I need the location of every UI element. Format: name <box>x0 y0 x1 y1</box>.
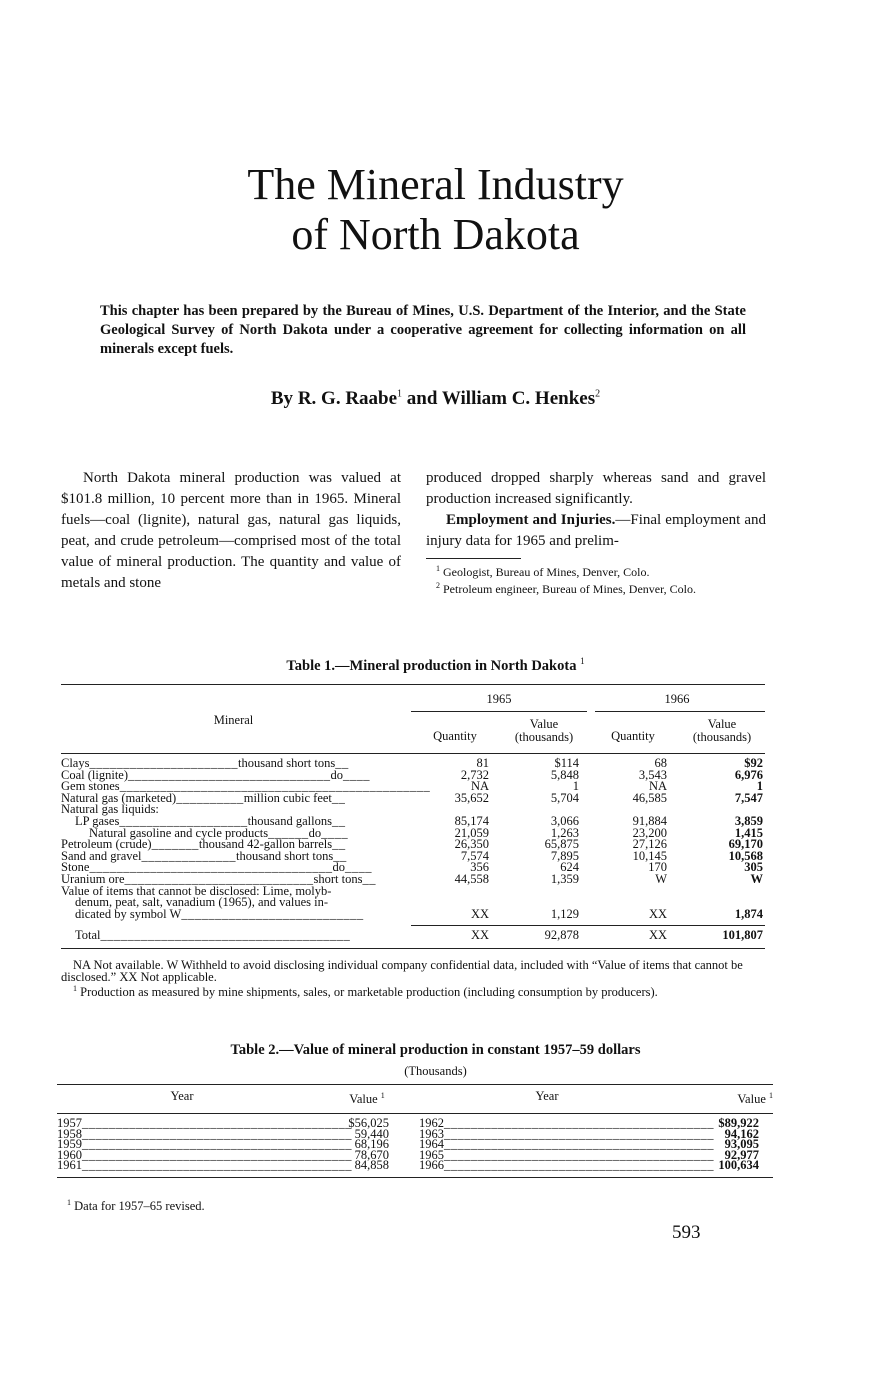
value-1966: 10,568 <box>728 848 763 863</box>
table-row-coal: Coal (lignite)______________________________do____ 2,732 5,848 3,543 6,976 <box>61 767 763 782</box>
header-year-1966: 1966 <box>664 692 690 706</box>
year-cell: 1963 <box>419 1126 444 1141</box>
value-cell: 78,670 <box>354 1147 389 1162</box>
footnote-2-text: Petroleum engineer, Bureau of Mines, Denver, Colo. <box>443 582 696 596</box>
table-row-sand-gravel: Sand and gravel______________thousand short tons__ 7,574 7,895 10,145 10,568 <box>61 848 763 863</box>
header-value-1966-line-1: Value <box>707 717 737 731</box>
quantity-1966: 3,543 <box>638 767 667 782</box>
table-2-row: 1959________________________________________ 68,196 1964________________________________________ 93,095 <box>57 1137 759 1152</box>
table-1-footnote-text: Production as measured by mine shipments, sales, or marketable production (including consumption by producers). <box>80 985 658 1000</box>
row-label: Uranium ore <box>61 871 125 886</box>
footnote-1-mark: 1 <box>436 564 440 573</box>
author-1-footnote-mark: 1 <box>397 388 403 400</box>
row-label: Coal (lignite) <box>61 767 128 782</box>
quantity-1966: 46,585 <box>632 790 667 805</box>
value-1965: 5,704 <box>550 790 579 805</box>
value-1966: 1,874 <box>734 906 763 921</box>
value-1966: 3,859 <box>734 813 763 828</box>
value-1966: 305 <box>744 860 763 875</box>
table-2-row: 1960________________________________________ 78,670 1965________________________________________ 92,977 <box>57 1147 759 1162</box>
value-1965: 3,066 <box>550 813 579 828</box>
quantity-1966: 91,884 <box>632 813 667 828</box>
value-1966: 6,976 <box>734 767 763 782</box>
value-cell: 94,162 <box>724 1126 759 1141</box>
header-value-left-text: Value <box>349 1092 378 1107</box>
table-2-footnote-mark: 1 <box>67 1198 71 1207</box>
row-unit: do <box>330 767 343 782</box>
quantity-1965: NA <box>470 779 489 794</box>
row-label: Stone <box>61 860 90 875</box>
employment-paragraph <box>426 510 766 552</box>
row-label: Natural gas (marketed) <box>61 790 177 805</box>
table-row-clays: Clays______________________thousand short tons__ 81 $114 68 $92 <box>61 756 763 770</box>
table-2-caption: Table 2.—Value of mineral production in constant 1957–59 dollars <box>230 1042 641 1058</box>
value-1965: 1,359 <box>550 871 579 886</box>
row-label: Clays <box>61 756 90 770</box>
header-value-right-text: Value <box>737 1092 766 1107</box>
header-value-1965 <box>501 718 587 744</box>
value-1966: W <box>750 871 763 886</box>
row-label: Sand and gravel <box>61 848 142 863</box>
table-1-legend: NA Not available. W Withheld to avoid disclosing individual company confidential data, included with “Value of items that cannot be disclosed.” XX Not applicable. <box>61 958 743 985</box>
title-line-1: The Mineral Industry <box>247 160 624 209</box>
table-2-bottom-rule <box>57 1177 773 1178</box>
row-unit: thousand short tons <box>236 848 334 863</box>
footnote-1 <box>426 562 766 579</box>
row-unit: do <box>332 860 345 875</box>
row-label: Natural gasoline and cycle products <box>89 825 269 840</box>
year-cell: 1958 <box>57 1126 82 1141</box>
header-value-right <box>697 1091 773 1105</box>
quantity-1965: XX <box>470 906 489 921</box>
table-2-row: 1957________________________________________ $56,025 1962________________________________________ $89,922 <box>57 1116 759 1130</box>
header-value-1966 <box>679 718 765 744</box>
undisclosed-line-2: denum, peat, salt, vanadium (1965), and values in- <box>75 895 329 910</box>
year-cell: 1959 <box>57 1137 82 1152</box>
value-1966: 1 <box>756 779 763 794</box>
header-quantity-1965: Quantity <box>433 729 477 743</box>
table-1-header <box>61 685 765 753</box>
value-cell: $56,025 <box>348 1116 389 1130</box>
row-unit: short tons <box>313 871 363 886</box>
value-1965: 624 <box>560 860 579 875</box>
quantity-1966: 23,200 <box>632 825 667 840</box>
header-value-right-mark: 1 <box>769 1091 773 1100</box>
byline <box>0 388 871 410</box>
body-paragraph: North Dakota mineral production was valued at $101.8 million, 10 percent more than in 1965. Mineral fuels—coal (lignite), natural gas, natural gas liquids, peat, and crude petroleum—comprised most of the total value of mineral production. The quantity and value of metals and stone <box>61 470 401 591</box>
author-2: William C. Henkes <box>441 388 596 409</box>
table-row-lp-gases: LP gases___________________thousand gallons__ 85,174 3,066 91,884 3,859 <box>75 813 763 828</box>
header-year-1965: 1965 <box>486 692 512 706</box>
table-row-natural-gasoline: Natural gasoline and cycle products______do____ 21,059 1,263 23,200 1,415 <box>89 825 763 840</box>
year-cell: 1961 <box>57 1158 82 1173</box>
quantity-1965: 21,059 <box>454 825 489 840</box>
total-quantity-1965: XX <box>470 928 489 943</box>
header-value-1965-line-2: (thousands) <box>514 730 574 744</box>
table-row-undisclosed: dicated by symbol W___________________________ XX 1,129 XX 1,874 <box>75 906 763 921</box>
year-cell: 1960 <box>57 1147 82 1162</box>
quantity-1966: 10,145 <box>632 848 667 863</box>
table-2-row: 1958________________________________________ 59,440 1963________________________________________ 94,162 <box>57 1126 759 1141</box>
row-unit: do <box>308 825 322 840</box>
table-1-footnote-mark: 1 <box>73 984 77 994</box>
author-2-footnote-mark: 2 <box>595 388 601 400</box>
year-cell: 1962 <box>419 1116 444 1130</box>
body-left-column <box>61 468 401 594</box>
value-1966: 1,415 <box>734 825 763 840</box>
table-row-gem-stones: Gem stones______________________________________________ NA 1 NA 1 <box>61 779 763 794</box>
table-row-stone: Stone____________________________________do____ 356 624 170 305 <box>61 860 763 875</box>
header-value-left <box>337 1091 397 1105</box>
value-cell: 59,440 <box>354 1126 389 1141</box>
total-value-1965: 92,878 <box>544 928 579 943</box>
value-1966: 69,170 <box>728 837 763 852</box>
page-number: 593 <box>672 1222 701 1243</box>
author-1: R. G. Raabe <box>297 388 398 409</box>
value-1965: 65,875 <box>544 837 579 852</box>
quantity-1965: 44,558 <box>454 871 489 886</box>
header-mineral: Mineral <box>213 713 254 727</box>
footnote-rule <box>426 558 521 559</box>
header-1965-rule <box>411 711 587 712</box>
total-rule <box>411 925 765 926</box>
quantity-1965: 35,652 <box>454 790 489 805</box>
value-1966: 7,547 <box>734 790 763 805</box>
quantity-1965: 81 <box>476 756 489 770</box>
header-value-1965-line-1: Value <box>529 717 559 731</box>
value-1966: $92 <box>744 756 763 770</box>
table-2 <box>57 1084 773 1178</box>
table-2-footnote <box>57 1198 205 1214</box>
quantity-1965: 356 <box>470 860 489 875</box>
quantity-1965: 7,574 <box>460 848 489 863</box>
header-1966-rule <box>595 711 765 712</box>
total-label: Total <box>75 928 101 943</box>
footnote-2 <box>426 579 766 596</box>
year-cell: 1964 <box>419 1137 444 1152</box>
value-1965: 1 <box>572 779 579 794</box>
table-1-bottom-rule <box>61 948 765 949</box>
quantity-1965: 85,174 <box>454 813 489 828</box>
table-row-natural-gas: Natural gas (marketed)__________million cubic feet__ 35,652 5,704 46,585 7,547 <box>61 790 763 805</box>
quantity-1965: 2,732 <box>460 767 489 782</box>
byline-prefix: By <box>270 388 294 409</box>
year-cell: 1966 <box>419 1158 444 1173</box>
chapter-title <box>0 160 871 260</box>
row-label: Gem stones <box>61 779 120 794</box>
footnote-2-mark: 2 <box>436 581 440 590</box>
row-label: Petroleum (crude) <box>61 837 152 852</box>
table-2-footnote-text: Data for 1957–65 revised. <box>74 1199 205 1214</box>
quantity-1966: 27,126 <box>632 837 667 852</box>
title-line-2: of North Dakota <box>291 210 580 259</box>
undisclosed-line-3: dicated by symbol W <box>75 906 182 921</box>
total-value-1966: 101,807 <box>722 928 763 943</box>
runin-heading: Employment and Injuries. <box>446 512 616 528</box>
undisclosed-line-1: Value of items that cannot be disclosed: Lime, molyb- <box>61 883 332 898</box>
table-1-footnote <box>61 983 765 998</box>
header-value-1966-line-2: (thousands) <box>692 730 752 744</box>
intro-paragraph: This chapter has been prepared by the Bureau of Mines, U.S. Department of the Interior, and the State Geological Survey of North Dakota under a cooperative agreement for collecting information on all minerals except fuels. <box>100 303 746 357</box>
value-1965: 7,895 <box>550 848 579 863</box>
value-cell: $89,922 <box>718 1116 759 1130</box>
row-unit: million cubic feet <box>243 790 332 805</box>
row-label: Natural gas liquids: <box>61 802 159 817</box>
row-unit: thousand gallons <box>247 813 332 828</box>
quantity-1966: 170 <box>648 860 667 875</box>
row-unit: thousand 42-gallon barrels <box>198 837 333 852</box>
body-right-column <box>426 468 766 596</box>
table-1 <box>61 684 765 998</box>
header-year-left: Year <box>170 1089 194 1103</box>
value-cell: 92,977 <box>724 1147 759 1162</box>
year-cell: 1957 <box>57 1116 82 1130</box>
quantity-1966: XX <box>648 906 667 921</box>
year-cell: 1965 <box>419 1147 444 1162</box>
table-2-subcaption: (Thousands) <box>404 1064 467 1078</box>
header-year-right: Year <box>535 1089 559 1103</box>
table-1-caption-mark: 1 <box>580 656 585 666</box>
quantity-1966: NA <box>648 779 667 794</box>
table-row-petroleum: Petroleum (crude)_______thousand 42-gallon barrels__ 26,350 65,875 27,126 69,170 <box>61 837 763 852</box>
value-cell: 68,196 <box>354 1137 389 1152</box>
table-row-uranium: Uranium ore____________________________short tons__ 44,558 1,359 W W <box>61 871 763 886</box>
header-quantity-1966: Quantity <box>611 729 655 743</box>
value-cell: 100,634 <box>718 1158 759 1173</box>
value-cell: 84,858 <box>354 1158 389 1173</box>
quantity-1966: 68 <box>654 756 667 770</box>
footnote-1-text: Geologist, Bureau of Mines, Denver, Colo. <box>443 565 650 579</box>
value-1965: $114 <box>554 756 579 770</box>
header-value-left-mark: 1 <box>380 1091 385 1100</box>
row-label: LP gases <box>75 813 120 828</box>
table-2-header <box>57 1085 773 1113</box>
body-continuation: produced dropped sharply whereas sand and gravel production increased significantly. <box>426 470 766 507</box>
runin-text: —Final employment and injury data for 1965 and prelim- <box>426 512 766 549</box>
byline-conjunction: and <box>406 388 438 409</box>
table-1-notes <box>61 959 765 998</box>
table-row-total: Total_____________________________________ XX 92,878 XX 101,807 <box>75 928 763 943</box>
value-1965: 5,848 <box>550 767 579 782</box>
table-1-caption-text: Table 1.—Mineral production in North Dakota <box>286 657 577 674</box>
table-1-caption <box>0 656 871 675</box>
quantity-1966: W <box>655 871 667 886</box>
total-quantity-1966: XX <box>648 928 667 943</box>
value-1965: 1,263 <box>550 825 579 840</box>
value-1965: 1,129 <box>550 906 579 921</box>
value-cell: 93,095 <box>724 1137 759 1152</box>
row-unit: thousand short tons <box>237 756 336 770</box>
quantity-1965: 26,350 <box>454 837 489 852</box>
table-2-row: 1961________________________________________ 84,858 1966________________________________________ 100,634 <box>57 1158 759 1173</box>
